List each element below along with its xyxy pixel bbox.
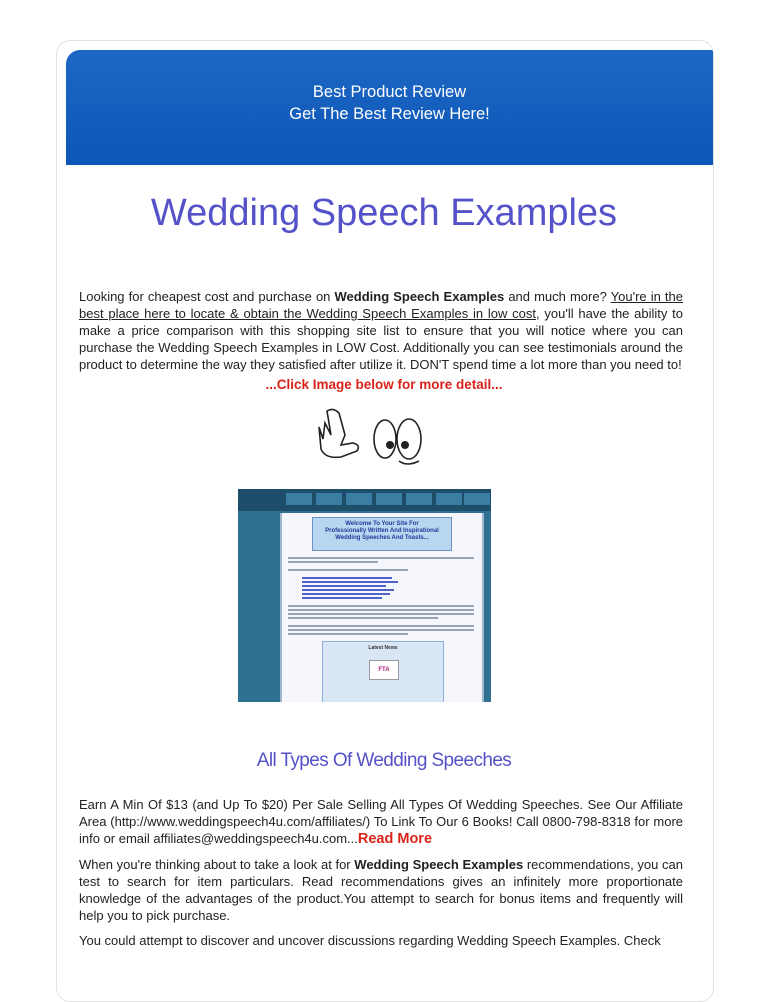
- intro-text-1: Looking for cheapest cost and purchase on: [79, 289, 335, 304]
- banner-line-2: Get The Best Review Here!: [289, 105, 490, 123]
- banner-line-1: Best Product Review: [312, 83, 467, 101]
- pointing-hand-icon: [315, 405, 435, 467]
- para3-text-2: recommendations, you can test to search for item particulars. Read recommendations gives an infinitely more proportionate knowledge of the advantages of the product.You attempt to search for bonus items and frequently will help you to pick purchase.: [79, 857, 683, 923]
- intro-underlined-link[interactable]: You're in the best place here to locate & obtain the Wedding Speech Examples in low cost: [79, 289, 683, 321]
- svg-text:·: ·: [403, 463, 405, 467]
- header-banner: [66, 50, 713, 165]
- click-image-prompt[interactable]: ...Click Image below for more detail...: [265, 377, 503, 392]
- intro-text-3: , you'll have the ability to make a price comparison with this shopping site list to ensure that you will notice where you can purchase the Wedding Speech Examples in LOW Cost. Additionally you can see testimonials around the product to determine the way they satisfied after utilize it. DON'T spend time a lot more than you need to!: [79, 306, 684, 372]
- section-heading: All Types Of Wedding Speeches: [256, 750, 512, 771]
- intro-paragraph: [79, 288, 683, 373]
- affiliate-text: Earn A Min Of $13 (and Up To $20) Per Sale Selling All Types Of Wedding Speeches. See Our Affiliate Area (http://www.weddingspeech4u.com/affiliates/) To Link To Our 6 Books! Call 0800-798-8318 for more info or email affiliates@weddingspeech4u.com...: [79, 797, 683, 846]
- para3-bold-product: Wedding Speech Examples: [354, 857, 524, 872]
- thumb-welcome-box: Welcome To Your Site For Professionally Written And Inspirational Wedding Speeches And Toasts...: [312, 517, 452, 551]
- read-more-link[interactable]: Read More: [357, 831, 433, 847]
- thumb-latest-news: Latest News FTA: [322, 641, 444, 702]
- recommendations-paragraph: [79, 856, 683, 924]
- thumb-nav-bar: [238, 489, 491, 511]
- discussions-paragraph: You could attempt to discover and uncover discussions regarding Wedding Speech Examples. Check: [79, 933, 661, 948]
- fta-logo: FTA: [369, 660, 399, 680]
- product-screenshot-image[interactable]: [238, 489, 491, 702]
- intro-text-2: and much more?: [504, 289, 611, 304]
- affiliate-paragraph: [79, 796, 683, 848]
- page-title: Wedding Speech Examples: [150, 192, 618, 234]
- para3-text-1: When you're thinking about to take a look at for: [79, 857, 355, 872]
- thumb-content-area: [280, 513, 484, 702]
- intro-bold-product: Wedding Speech Examples: [334, 289, 505, 304]
